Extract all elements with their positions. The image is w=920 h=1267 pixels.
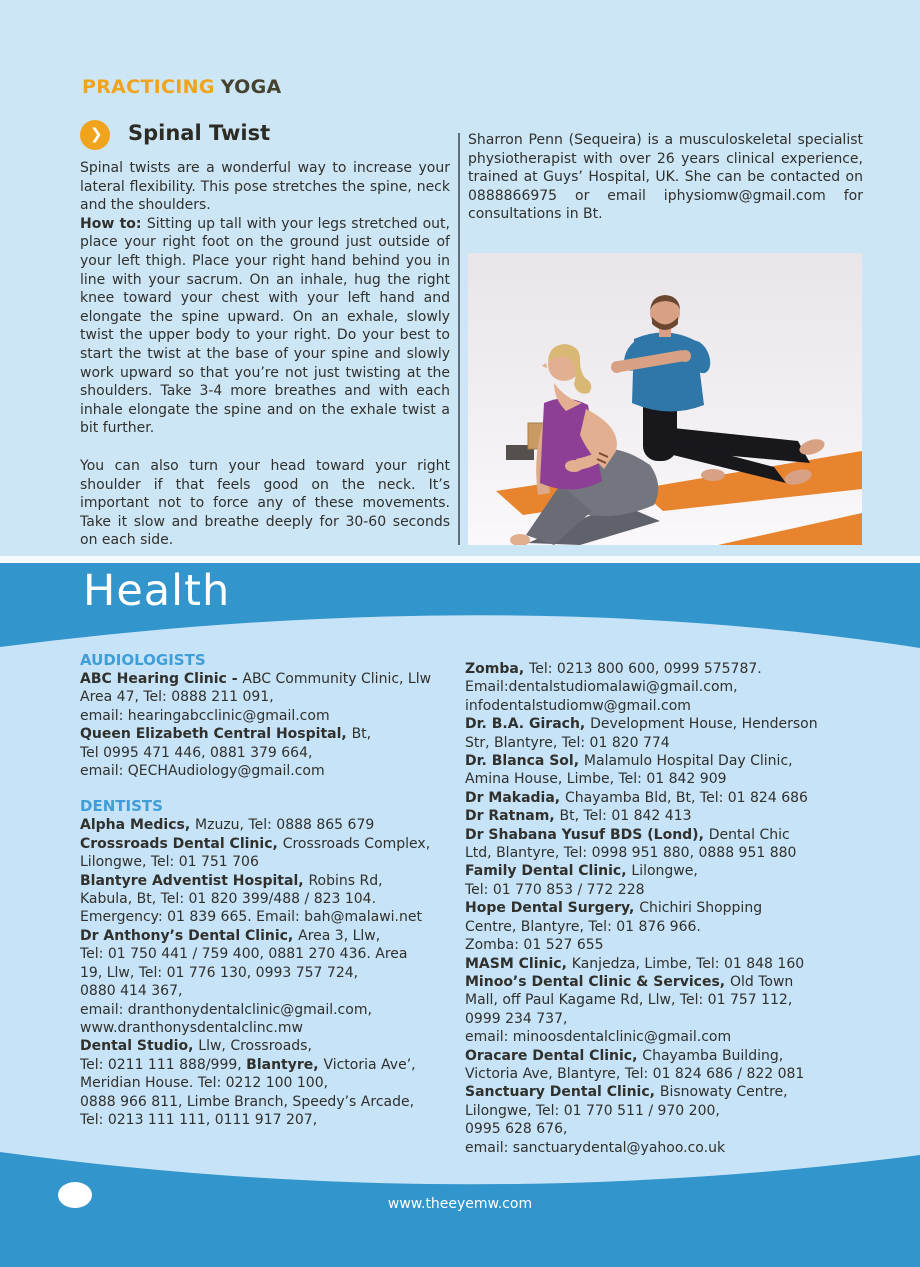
directory-entry-line: Tel: 0211 111 888/999, Blantyre, Victoria Ave’, bbox=[80, 1056, 416, 1073]
directory-entry-line: Dr Anthony’s Dental Clinic, Area 3, Llw, bbox=[80, 927, 381, 944]
health-section-title: Health bbox=[83, 566, 231, 616]
directory-entry-line: Blantyre Adventist Hospital, Robins Rd, bbox=[80, 872, 383, 889]
directory-entry-line: Lilongwe, Tel: 01 751 706 bbox=[80, 854, 259, 871]
directory-entry-line: ABC Hearing Clinic - ABC Community Clinic, Llw bbox=[80, 671, 432, 687]
directory-entry-line: Tel: 01 750 441 / 759 400, 0881 270 436. Area bbox=[80, 946, 408, 963]
article-paragraph-howto bbox=[80, 215, 450, 438]
page-kicker bbox=[82, 76, 281, 98]
directory-entry-line: Centre, Blantyre, Tel: 01 876 966. bbox=[465, 918, 701, 935]
directory-entry-line: Tel: 0213 111 111, 0111 917 207, bbox=[80, 1111, 318, 1128]
directory-entry-line: Str, Blantyre, Tel: 01 820 774 bbox=[465, 734, 670, 751]
directory-category-heading: AUDIOLOGISTS bbox=[80, 651, 206, 669]
directory-entry-line: Oracare Dental Clinic, Chayamba Building, bbox=[465, 1047, 784, 1064]
directory-entry-line: Email:dentalstudiomalawi@gmail.com, bbox=[465, 679, 738, 696]
yoga-spinal-twist-photo bbox=[468, 253, 862, 545]
directory-entry-line: Hope Dental Surgery, Chichiri Shopping bbox=[465, 900, 763, 917]
directory-entry-line: MASM Clinic, Kanjedza, Limbe, Tel: 01 848 160 bbox=[465, 955, 805, 972]
directory-entry-line: Ltd, Blantyre, Tel: 0998 951 880, 0888 951 880 bbox=[465, 845, 797, 862]
article-paragraph-intro: Spinal twists are a wonderful way to increase your lateral flexibility. This pose stretches the spine, neck and the shoulders. bbox=[80, 160, 450, 214]
howto-text: Sitting up tall with your legs stretched out, place your right foot on the ground just outside of your left thigh. Place your right hand behind you in line with your sacrum. On an inhale, hug the right knee toward your chest with your left hand and elongate the spine upward. On an exhale, slowly twist the upper body to your right. Do your best to start the twist at the base of your spine and slowly work upward so that you’re not just twisting at the shoulders. Take 3-4 more breathes and with each inhale elongate the spine and on the exhale twist a bit further. bbox=[80, 215, 450, 437]
column-divider-rule bbox=[458, 133, 460, 545]
directory-gap bbox=[80, 780, 465, 797]
directory-entry-line: email: QECHAudiology@gmail.com bbox=[80, 763, 325, 780]
yoga-photo-illustration bbox=[468, 253, 862, 545]
kicker-word-practicing: PRACTICING bbox=[82, 76, 215, 98]
directory-entry-line: Family Dental Clinic, Lilongwe, bbox=[465, 863, 698, 880]
directory-entry-line: Queen Elizabeth Central Hospital, Bt, bbox=[80, 726, 372, 743]
directory-entry-line: Mall, off Paul Kagame Rd, Llw, Tel: 01 757 112, bbox=[465, 992, 793, 1009]
howto-label: How to: bbox=[80, 215, 147, 232]
directory-entry-line: Kabula, Bt, Tel: 01 820 399/488 / 823 104. bbox=[80, 891, 377, 908]
directory-category-heading: DENTISTS bbox=[80, 797, 163, 816]
directory-entry-line: www.dranthonysdentalclinc.mw bbox=[80, 1019, 303, 1036]
directory-entry-line: Dr Shabana Yusuf BDS (Lond), Dental Chic bbox=[465, 826, 790, 843]
directory-entry-line: Emergency: 01 839 665. Email: bah@malawi.net bbox=[80, 909, 422, 926]
directory-entry-line: 0880 414 367, bbox=[80, 983, 183, 1000]
directory-entry-line: Zomba: 01 527 655 bbox=[465, 937, 604, 954]
directory-entry-line: Minoo’s Dental Clinic & Services, Old Town bbox=[465, 973, 794, 990]
section-divider-strip bbox=[0, 556, 920, 563]
directory-left-column bbox=[80, 651, 465, 1129]
chevron-right-icon: ❯ bbox=[90, 125, 103, 143]
directory-entry-line: 0995 628 676, bbox=[465, 1121, 568, 1138]
directory-entry-line: Tel: 01 770 853 / 772 228 bbox=[465, 881, 645, 898]
directory-entry-line: Crossroads Dental Clinic, Crossroads Complex, bbox=[80, 835, 431, 852]
directory-right-column bbox=[465, 660, 865, 1157]
directory-entry-line: Dr. B.A. Girach, Development House, Henderson bbox=[465, 716, 818, 733]
directory-entry-line: Sanctuary Dental Clinic, Bisnowaty Centre, bbox=[465, 1084, 788, 1101]
directory-entry-line: Tel 0995 471 446, 0881 379 664, bbox=[80, 744, 313, 761]
directory-entry-line: Dr Makadia, Chayamba Bld, Bt, Tel: 01 824 686 bbox=[465, 789, 808, 806]
directory-entry-line: Area 47, Tel: 0888 211 091, bbox=[80, 689, 274, 706]
directory-entry-line: Meridian House. Tel: 0212 100 100, bbox=[80, 1075, 329, 1092]
physiotherapist-note: Sharron Penn (Sequeira) is a musculoskeletal specialist physiotherapist with over 26 years clinical experience, trained at Guys’ Hospital, UK. She can be contacted on 0888866975 or email iphysiomw@gmail.com for consultations in Bt. bbox=[468, 132, 863, 223]
directory-entry-line: Zomba, Tel: 0213 800 600, 0999 575787. bbox=[465, 661, 762, 677]
directory-entry-line: email: hearingabcclinic@gmail.com bbox=[80, 707, 330, 724]
directory-entry-line: infodentalstudiomw@gmail.com bbox=[465, 697, 691, 714]
directory-entry-line: 0999 234 737, bbox=[465, 1010, 568, 1027]
directory-entry-line: Alpha Medics, Mzuzu, Tel: 0888 865 679 bbox=[80, 817, 375, 834]
directory-entry-line: Dr Ratnam, Bt, Tel: 01 842 413 bbox=[465, 808, 692, 825]
directory-entry-line: email: dranthonydentalclinic@gmail.com, bbox=[80, 1001, 372, 1018]
directory-entry-line: Amina House, Limbe, Tel: 01 842 909 bbox=[465, 771, 727, 788]
directory-entry-line: 0888 966 811, Limbe Branch, Speedy’s Arcade, bbox=[80, 1093, 415, 1110]
chevron-right-circle-icon bbox=[80, 120, 110, 150]
article-paragraph-tip: You can also turn your head toward your right shoulder if that feels good on the neck. It’s important not to force any of these movements. Take it slow and breathe deeply for 30-60 seconds on each side. bbox=[80, 457, 450, 549]
website-url: www.theeyemw.com bbox=[387, 1196, 533, 1212]
article-title: Spinal Twist bbox=[128, 121, 271, 145]
directory-entry-line: Lilongwe, Tel: 01 770 511 / 970 200, bbox=[465, 1102, 720, 1119]
directory-entry-line: Dr. Blanca Sol, Malamulo Hospital Day Clinic, bbox=[465, 753, 793, 770]
kicker-word-yoga: YOGA bbox=[220, 76, 282, 98]
directory-entry-line: Victoria Ave, Blantyre, Tel: 01 824 686 / 822 081 bbox=[465, 1065, 805, 1082]
directory-entry-line: 19, Llw, Tel: 01 776 130, 0993 757 724, bbox=[80, 964, 359, 981]
directory-entry-line: Dental Studio, Llw, Crossroads, bbox=[80, 1038, 312, 1055]
directory-entry-line: email: sanctuarydental@yahoo.co.uk bbox=[465, 1139, 726, 1156]
directory-entry-line: email: minoosdentalclinic@gmail.com bbox=[465, 1029, 732, 1046]
article-body-column bbox=[80, 159, 450, 550]
